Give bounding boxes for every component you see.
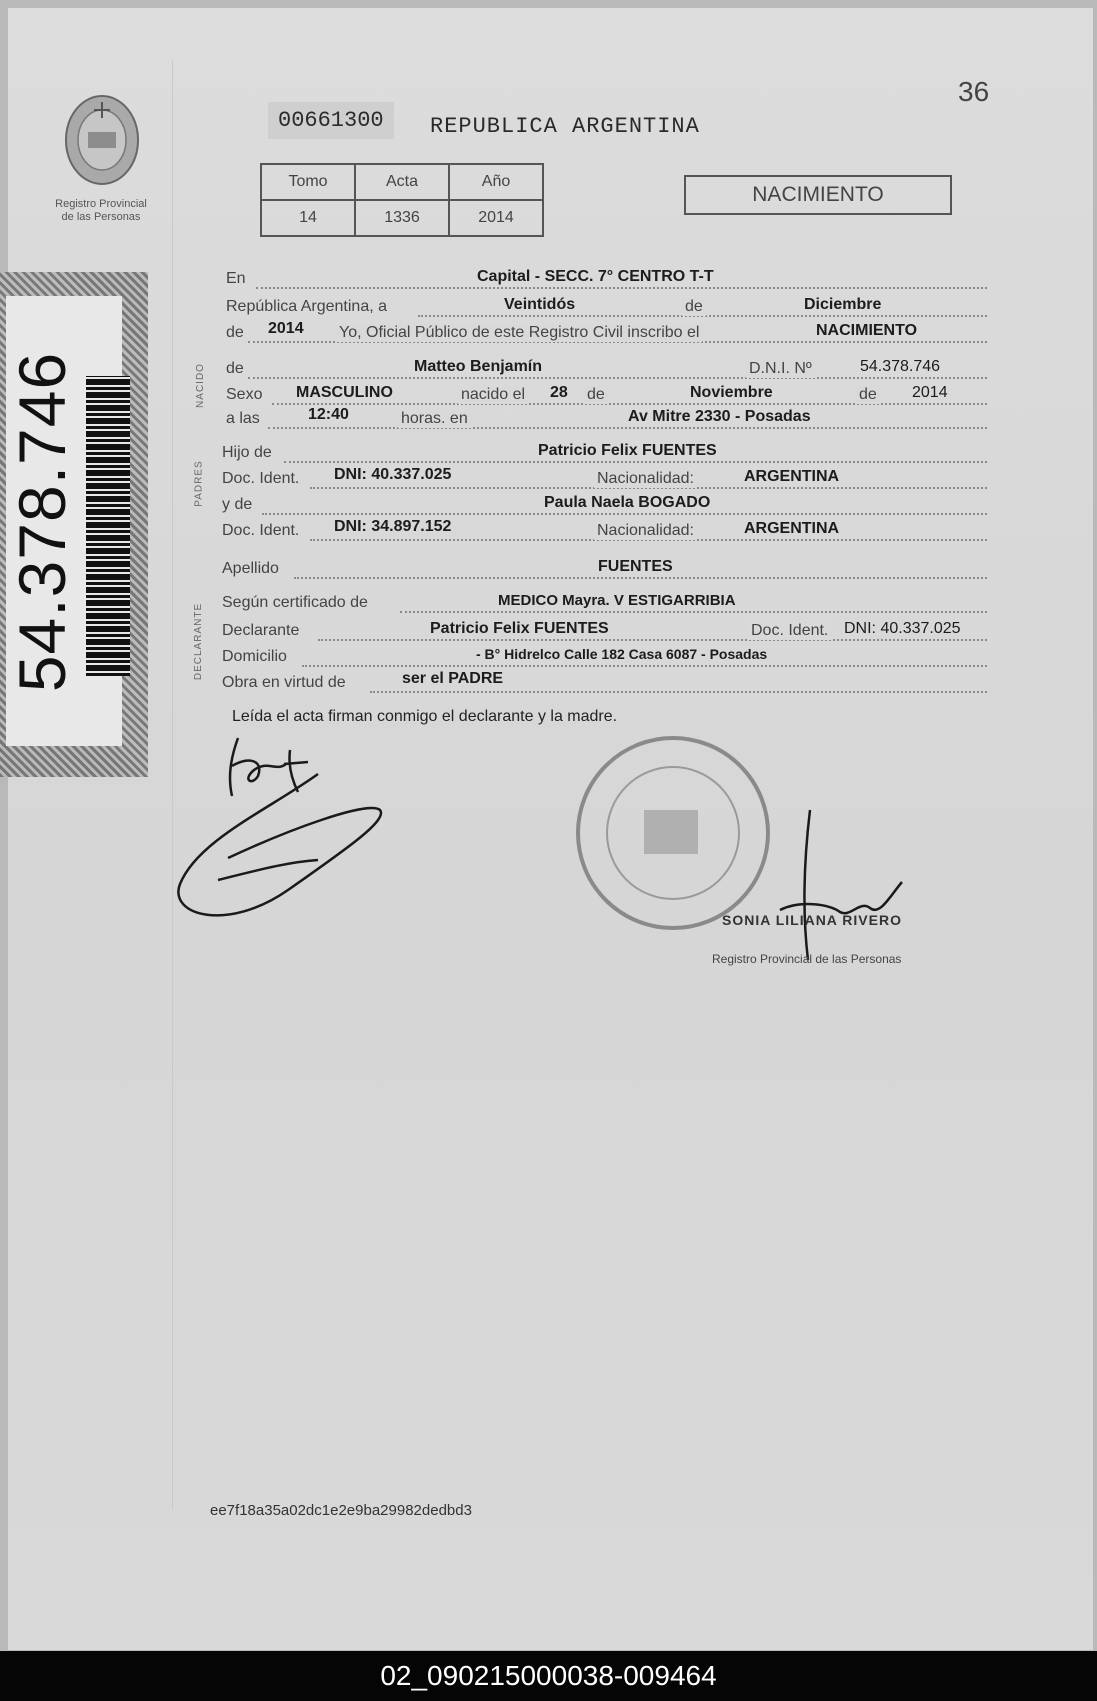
closing-statement: Leída el acta firman conmigo el declarante y la madre. [232, 708, 618, 725]
registry-value-anio: 2014 [449, 200, 543, 236]
value-month: Diciembre [804, 296, 882, 313]
label-domicilio: Domicilio [222, 648, 287, 665]
value-year: 2014 [268, 320, 304, 337]
label-nacionalidad: Nacionalidad: [594, 522, 697, 540]
value-apellido: FUENTES [598, 558, 673, 575]
dotted-line [262, 513, 987, 515]
label-horas: horas. en [398, 410, 471, 428]
value-obra: ser el PADRE [402, 670, 504, 687]
value-birth-day: 28 [550, 384, 568, 401]
side-label-padres: PADRES [193, 460, 205, 507]
barcode-number: 54.378.746 [5, 351, 79, 693]
row-madre-doc [222, 520, 987, 546]
row-hora [222, 408, 987, 434]
dotted-line [294, 577, 987, 579]
row-madre [222, 494, 987, 520]
value-domicilio: - B° Hidrelco Calle 182 Casa 6087 - Posadas [476, 646, 768, 662]
row-fecha [222, 296, 987, 322]
crest-org-line1: Registro Provincial [55, 198, 147, 210]
declarant-signature-icon [168, 720, 408, 960]
registry-value-acta: 1336 [355, 200, 449, 236]
side-label-declarante: DECLARANTE [193, 602, 205, 681]
registry-header: Tomo [261, 164, 355, 200]
label-nacionalidad: Nacionalidad: [594, 470, 697, 488]
value-birth-month: Noviembre [690, 384, 773, 401]
official-name: SONIA LILIANA RIVERO [722, 912, 902, 928]
registry-table [260, 163, 544, 237]
dotted-line [318, 639, 987, 641]
row-declarante [222, 620, 987, 646]
dotted-line [400, 611, 987, 613]
document-hash: ee7f18a35a02dc1e2e9ba29982dedbd3 [210, 1502, 472, 1519]
label-nacido: nacido el [458, 386, 528, 404]
row-apellido [222, 558, 987, 584]
label-yde: y de [222, 496, 253, 513]
value-declarante: Patricio Felix FUENTES [430, 620, 609, 637]
label-doc: Doc. Ident. [222, 522, 300, 539]
value-cert: MEDICO Mayra. V ESTIGARRIBIA [498, 592, 736, 609]
label-de: de [682, 298, 706, 316]
row-inscribe [222, 322, 987, 348]
dotted-line [302, 665, 987, 667]
registry-header: Año [449, 164, 543, 200]
document-type: NACIMIENTO [684, 175, 952, 215]
row-padre [222, 442, 987, 468]
label-decl-doc: Doc. Ident. [748, 622, 831, 640]
value-inscribe: NACIMIENTO [816, 322, 918, 339]
dotted-line [284, 461, 987, 463]
value-father-nat: ARGENTINA [744, 468, 840, 485]
label-de4: de [584, 386, 608, 404]
label-segun: Según certificado de [222, 594, 368, 611]
label-hijo: Hijo de [222, 444, 272, 461]
registry-value-tomo: 14 [261, 200, 355, 236]
value-name: Matteo Benjamín [414, 358, 543, 375]
barcode-icon [86, 376, 130, 676]
label-republica: República Argentina, a [226, 298, 387, 315]
row-en [222, 268, 987, 294]
row-obra [222, 672, 987, 698]
country-title: REPUBLICA ARGENTINA [430, 114, 700, 139]
serial-number: 00661300 [268, 102, 394, 139]
scan-footer [0, 1651, 1097, 1701]
row-certificado [222, 592, 987, 618]
label-de5: de [856, 386, 880, 404]
barcode-sticker [0, 272, 148, 777]
value-birth-year: 2014 [912, 384, 948, 401]
crest-caption [36, 198, 166, 224]
value-decl-doc: DNI: 40.337.025 [844, 620, 961, 637]
page-number: 36 [958, 76, 990, 107]
value-time: 12:40 [308, 406, 349, 423]
label-declarante: Declarante [222, 622, 300, 639]
dotted-line [370, 691, 987, 693]
label-doc: Doc. Ident. [222, 470, 300, 487]
value-dni: 54.378.746 [860, 358, 941, 375]
label-dni: D.N.I. Nº [746, 360, 815, 378]
official-text: Yo, Oficial Público de este Registro Civil inscribo el [336, 324, 702, 342]
scan-id: 02_090215000038-009464 [380, 1660, 717, 1691]
label-sexo: Sexo [226, 386, 263, 403]
value-en: Capital - SECC. 7° CENTRO T-T [477, 268, 714, 285]
value-sexo: MASCULINO [296, 384, 393, 401]
crest-icon [54, 88, 150, 196]
row-domicilio [222, 646, 987, 672]
label-obra: Obra en virtud de [222, 674, 346, 691]
value-day: Veintidós [504, 296, 576, 313]
row-padre-doc [222, 468, 987, 494]
value-mother: Paula Naela BOGADO [544, 494, 711, 511]
row-nombre [222, 358, 987, 384]
dotted-line [256, 287, 987, 289]
barcode-label [6, 296, 122, 746]
label-en: En [226, 270, 246, 287]
value-mother-doc: DNI: 34.897.152 [334, 518, 452, 535]
value-place: Av Mitre 2330 - Posadas [628, 408, 811, 425]
side-label-nacido: NACIDO [194, 363, 206, 408]
crest-org-line2: de las Personas [61, 211, 141, 223]
official-role: Registro Provincial de las Personas [712, 952, 902, 966]
dotted-line [268, 427, 987, 429]
label-de3: de [226, 360, 244, 377]
registry-header: Acta [355, 164, 449, 200]
label-apellido: Apellido [222, 560, 279, 577]
dotted-line [248, 377, 987, 379]
value-mother-nat: ARGENTINA [744, 520, 840, 537]
label-alas: a las [226, 410, 260, 427]
label-de2: de [226, 324, 244, 341]
value-father-doc: DNI: 40.337.025 [334, 466, 452, 483]
value-father: Patricio Felix FUENTES [538, 442, 717, 459]
